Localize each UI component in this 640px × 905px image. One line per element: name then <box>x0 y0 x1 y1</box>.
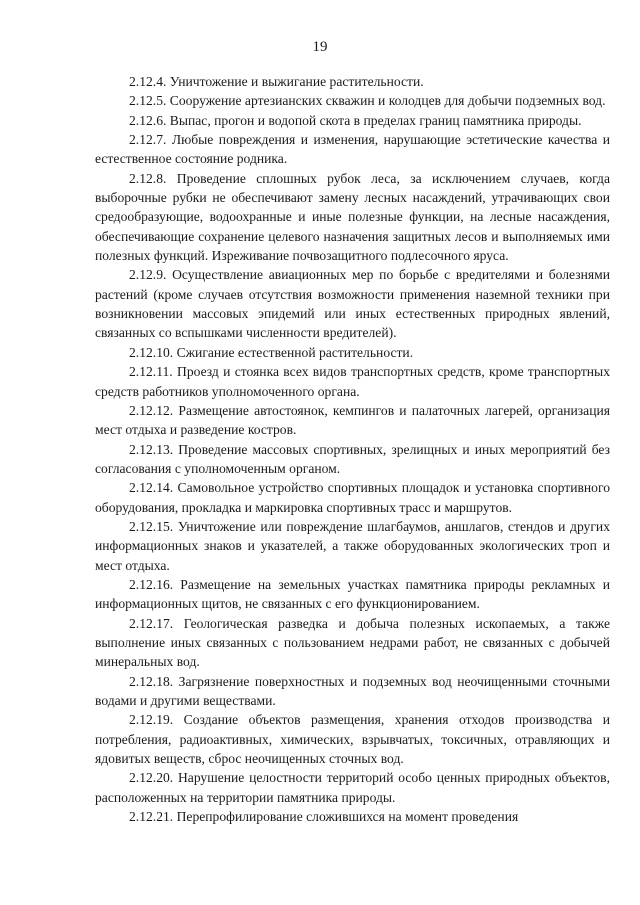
paragraph-text: Загрязнение поверхностных и подземных вод неочищенными сточными водами и другими веществами. <box>95 673 610 708</box>
paragraph-number: 2.12.16. <box>129 576 174 592</box>
paragraph-text: Самовольное устройство спортивных площадок и установка спортивного оборудования, прокладка и маркировка спортивных трасс и маршрутов. <box>95 480 610 515</box>
paragraph-2-12-8 <box>95 169 610 266</box>
paragraph-2-12-15 <box>95 517 610 575</box>
paragraph-text: Геологическая разведка и добыча полезных ископаемых, а также выполнение иных связанных с пользованием недрами работ, не связанных с добычей минеральных вод. <box>95 615 610 670</box>
paragraph-2-12-9 <box>95 265 610 342</box>
page-number: 19 <box>312 39 328 55</box>
paragraph-2-12-12 <box>95 401 610 440</box>
paragraph-number: 2.12.5. <box>129 93 167 109</box>
paragraph-number: 2.12.18. <box>129 673 174 689</box>
paragraph-number: 2.12.17. <box>129 615 174 631</box>
paragraph-text: Любые повреждения и изменения, нарушающие эстетические качества и естественное состояние родника. <box>95 132 610 167</box>
paragraph-number: 2.12.19. <box>129 712 174 728</box>
paragraph-2-12-6 <box>95 111 610 130</box>
paragraph-number: 2.12.20. <box>129 770 174 786</box>
paragraph-text: Осуществление авиационных мер по борьбе с вредителями и болезнями растений (кроме случаев отсутствия возможности применения наземной техники при возникновении массовых эпидемий или иных естественных природных явлений, связанных со вспышками численности вредителей). <box>95 267 610 341</box>
paragraph-2-12-18 <box>95 672 610 711</box>
paragraph-number: 2.12.6. <box>129 112 167 128</box>
paragraph-2-12-20 <box>95 768 610 807</box>
paragraph-text: Проведение сплошных рубок леса, за исключением случаев, когда выборочные рубки не обеспечивают замену лесных насаждений, утрачивающих свои средообразующие, водоохранные и иные полезные функции, на лесные насаждения, обеспечивающие сохранение целевого назначения защитных лесов и выполняемых ими полезных функций. Изреживание почвозащитного подлесочного яруса. <box>95 170 610 264</box>
paragraph-text: Нарушение целостности территорий особо ценных природных объектов, расположенных на территории памятника природы. <box>95 770 610 805</box>
paragraph-number: 2.12.9. <box>129 267 167 283</box>
paragraph-text: Уничтожение или повреждение шлагбаумов, аншлагов, стендов и других информационных знаков и указателей, а также оборудованных экологических троп и мест отдыха. <box>95 518 611 573</box>
paragraph-number: 2.12.12. <box>129 402 174 418</box>
paragraph-number: 2.12.14. <box>129 480 174 496</box>
paragraph-text: Проезд и стоянка всех видов транспортных средств, кроме транспортных средств работников уполномоченного органа. <box>95 364 610 399</box>
paragraph-number: 2.12.15. <box>129 518 174 534</box>
paragraph-2-12-13 <box>95 440 610 479</box>
paragraph-text: Сжигание естественной растительности. <box>176 344 414 360</box>
paragraph-text: Уничтожение и выжигание растительности. <box>169 74 424 89</box>
paragraph-text: Размещение на земельных участках памятника природы рекламных и информационных щитов, не связанных с его функционированием. <box>95 576 610 612</box>
paragraph-number: 2.12.13. <box>129 441 174 457</box>
paragraph-number: 2.12.10. <box>129 344 174 360</box>
paragraph-number: 2.12.21. <box>129 809 174 825</box>
paragraph-text: Перепрофилирование сложившихся на момент проведения <box>176 809 519 825</box>
paragraph-2-12-7 <box>95 130 610 169</box>
paragraph-2-12-21 <box>95 807 610 826</box>
paragraph-number: 2.12.11. <box>129 364 173 380</box>
document-body <box>95 72 610 826</box>
paragraph-number: 2.12.7. <box>129 132 167 148</box>
paragraph-text: Сооружение артезианских скважин и колодцев для добычи подземных вод. <box>169 93 606 109</box>
paragraph-2-12-14 <box>95 478 610 517</box>
paragraph-text: Размещение автостоянок, кемпингов и палаточных лагерей, организация мест отдыха и разведение костров. <box>95 402 610 438</box>
paragraph-2-12-17 <box>95 614 610 672</box>
paragraph-text: Создание объектов размещения, хранения отходов производства и потребления, радиоактивных, химических, взрывчатых, токсичных, отравляющих и ядовитых веществ, сброс неочищенных сточных вод. <box>95 712 611 767</box>
paragraph-2-12-11 <box>95 362 610 401</box>
paragraph-2-12-4 <box>95 72 610 91</box>
paragraph-2-12-16 <box>95 575 610 614</box>
paragraph-number: 2.12.8. <box>129 170 167 186</box>
paragraph-text: Выпас, прогон и водопой скота в пределах границ памятника природы. <box>169 112 582 128</box>
paragraph-number: 2.12.4. <box>129 74 167 89</box>
paragraph-2-12-19 <box>95 710 610 768</box>
paragraph-2-12-5 <box>95 91 610 110</box>
paragraph-text: Проведение массовых спортивных, зрелищных и иных мероприятий без согласования с уполномоченным органом. <box>95 441 611 476</box>
paragraph-2-12-10 <box>95 343 610 362</box>
